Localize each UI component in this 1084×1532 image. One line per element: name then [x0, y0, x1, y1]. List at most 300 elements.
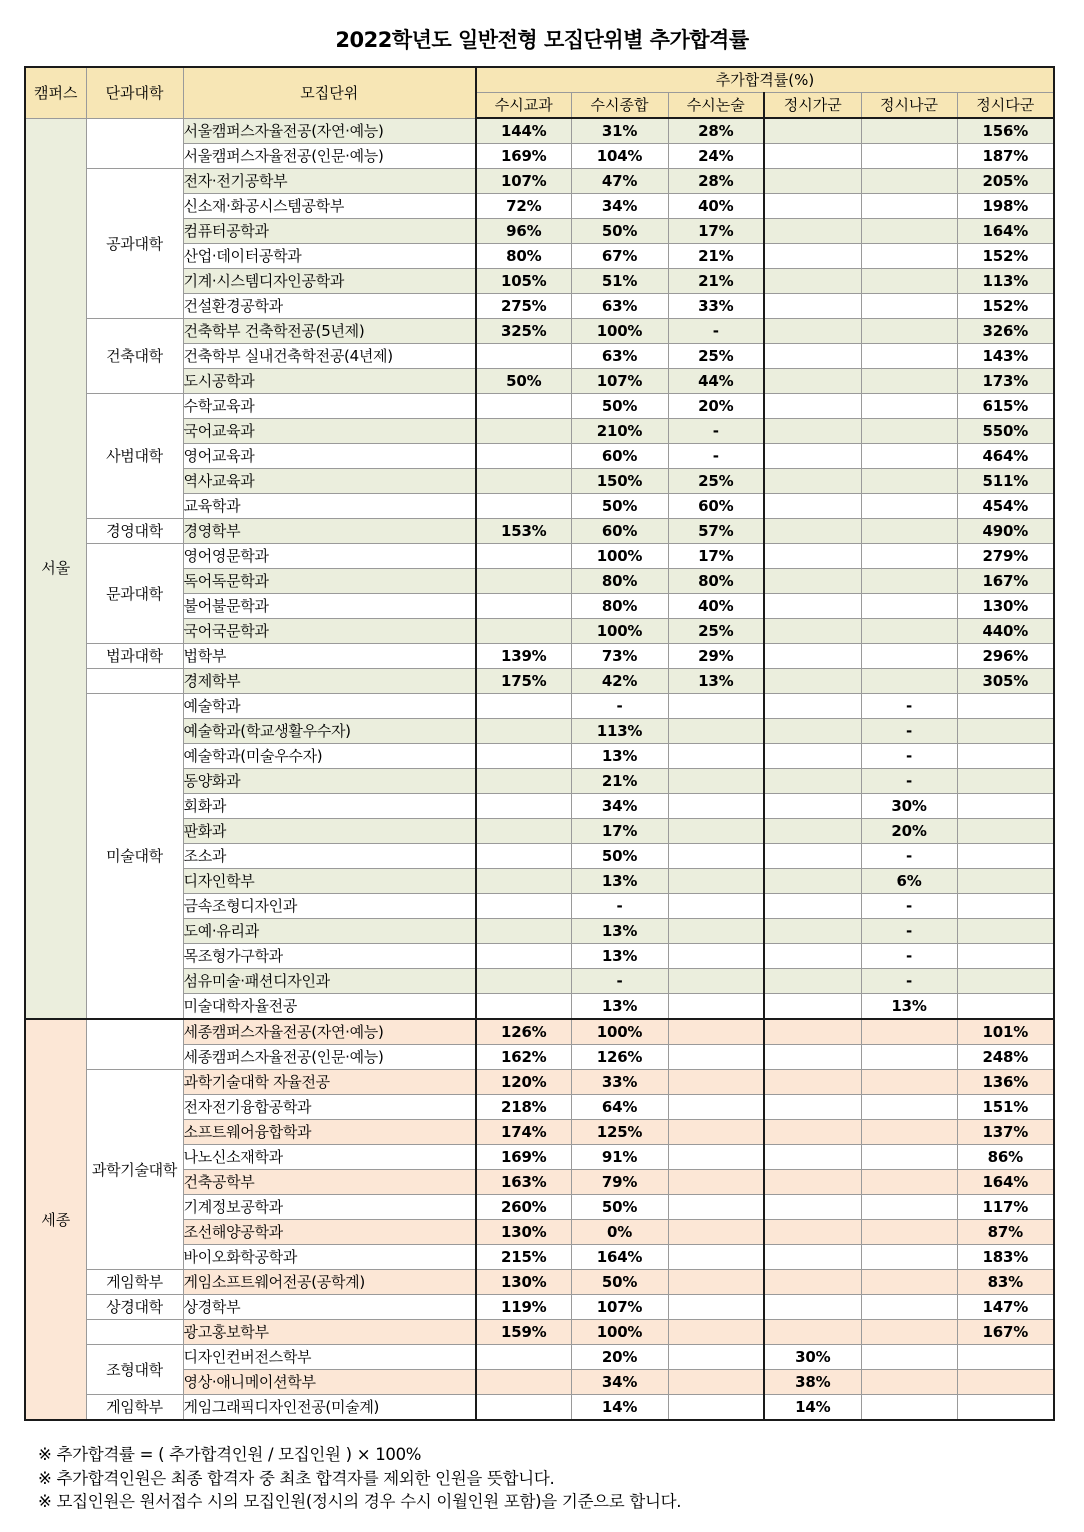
table-body [25, 118, 1054, 1420]
page-title: 2022학년도 일반전형 모집단위별 추가합격률 [335, 28, 749, 52]
unit-cell: 바이오화학공학과 [183, 1245, 476, 1270]
rate-cell-susi-jonghap: - [571, 969, 668, 994]
rate-cell-susi-nonsul [668, 1095, 764, 1120]
unit-cell: 조선해양공학과 [183, 1220, 476, 1245]
rate-cell-susi-nonsul [668, 1170, 764, 1195]
rate-cell-susi-nonsul [668, 1345, 764, 1370]
rate-cell-susi-jonghap: 50% [571, 494, 668, 519]
college-cell: 건축대학 [86, 319, 183, 394]
rate-cell-susi-jonghap: - [571, 894, 668, 919]
rate-cell-jeongsi-da [957, 769, 1054, 794]
table-row [25, 644, 1054, 669]
rate-cell-susi-gyogwa [476, 844, 571, 869]
rate-cell-susi-nonsul: 24% [668, 144, 764, 169]
rate-cell-susi-gyogwa [476, 494, 571, 519]
rate-cell-jeongsi-ga [764, 1320, 861, 1345]
unit-cell: 컴퓨터공학과 [183, 219, 476, 244]
rate-cell-susi-nonsul [668, 1195, 764, 1220]
header-jeongsi-ga: 정시가군 [764, 93, 861, 119]
rate-cell-jeongsi-ga [764, 994, 861, 1020]
rate-cell-jeongsi-ga: 30% [764, 1345, 861, 1370]
rate-cell-jeongsi-da: 440% [957, 619, 1054, 644]
rate-cell-jeongsi-da [957, 794, 1054, 819]
rate-cell-susi-jonghap: 14% [571, 1395, 668, 1421]
unit-cell: 나노신소재학과 [183, 1145, 476, 1170]
rate-cell-susi-jonghap: 50% [571, 844, 668, 869]
rate-cell-susi-jonghap: 47% [571, 169, 668, 194]
rate-cell-jeongsi-da [957, 1345, 1054, 1370]
rate-cell-jeongsi-na [861, 344, 957, 369]
rate-cell-jeongsi-na: - [861, 969, 957, 994]
rate-cell-susi-nonsul: 17% [668, 544, 764, 569]
rate-cell-jeongsi-da [957, 844, 1054, 869]
rate-cell-jeongsi-ga [764, 1195, 861, 1220]
rate-cell-susi-nonsul [668, 1370, 764, 1395]
unit-cell: 게임소프트웨어전공(공학계) [183, 1270, 476, 1295]
campus-cell: 세종 [25, 1019, 86, 1420]
rate-cell-jeongsi-da: 156% [957, 118, 1054, 144]
rate-cell-jeongsi-ga [764, 744, 861, 769]
rate-cell-susi-jonghap: 100% [571, 619, 668, 644]
rate-cell-susi-gyogwa: 175% [476, 669, 571, 694]
rate-cell-susi-gyogwa [476, 1395, 571, 1421]
rate-cell-jeongsi-na [861, 569, 957, 594]
rate-cell-susi-gyogwa: 162% [476, 1045, 571, 1070]
rate-cell-susi-jonghap: 63% [571, 294, 668, 319]
rate-cell-susi-gyogwa: 119% [476, 1295, 571, 1320]
rate-cell-susi-gyogwa [476, 569, 571, 594]
rate-cell-susi-jonghap: 20% [571, 1345, 668, 1370]
rate-cell-jeongsi-da [957, 1370, 1054, 1395]
rate-cell-susi-gyogwa [476, 969, 571, 994]
rate-cell-jeongsi-na [861, 1270, 957, 1295]
rate-cell-jeongsi-da: 83% [957, 1270, 1054, 1295]
rate-cell-susi-nonsul: - [668, 419, 764, 444]
rate-cell-jeongsi-na [861, 269, 957, 294]
table-row [25, 1070, 1054, 1095]
rate-cell-jeongsi-ga [764, 344, 861, 369]
unit-cell: 과학기술대학 자율전공 [183, 1070, 476, 1095]
rate-cell-jeongsi-na [861, 144, 957, 169]
rate-cell-jeongsi-na [861, 319, 957, 344]
rate-cell-jeongsi-na: 6% [861, 869, 957, 894]
rate-cell-jeongsi-da: 454% [957, 494, 1054, 519]
table-row [25, 544, 1054, 569]
rate-cell-jeongsi-da: 279% [957, 544, 1054, 569]
rate-cell-susi-jonghap: 34% [571, 1370, 668, 1395]
rate-cell-jeongsi-na: 30% [861, 794, 957, 819]
rate-cell-susi-jonghap: 80% [571, 594, 668, 619]
rate-cell-susi-jonghap: 13% [571, 744, 668, 769]
unit-cell: 신소재·화공시스템공학부 [183, 194, 476, 219]
unit-cell: 디자인학부 [183, 869, 476, 894]
rate-cell-susi-gyogwa [476, 794, 571, 819]
unit-cell: 불어불문학과 [183, 594, 476, 619]
footnotes [38, 1443, 681, 1514]
rate-cell-susi-nonsul: 25% [668, 619, 764, 644]
rate-cell-jeongsi-da: 511% [957, 469, 1054, 494]
rate-cell-susi-jonghap: 100% [571, 1019, 668, 1045]
rate-cell-jeongsi-da [957, 919, 1054, 944]
unit-cell: 수학교육과 [183, 394, 476, 419]
rate-cell-susi-nonsul [668, 1320, 764, 1345]
rate-cell-jeongsi-ga: 38% [764, 1370, 861, 1395]
unit-cell: 섬유미술·패션디자인과 [183, 969, 476, 994]
unit-cell: 국어국문학과 [183, 619, 476, 644]
rate-cell-susi-nonsul: - [668, 444, 764, 469]
rate-cell-susi-gyogwa [476, 469, 571, 494]
unit-cell: 세종캠퍼스자율전공(자연·예능) [183, 1019, 476, 1045]
unit-cell: 미술대학자율전공 [183, 994, 476, 1020]
rate-cell-jeongsi-na [861, 644, 957, 669]
rate-cell-susi-jonghap: 42% [571, 669, 668, 694]
rate-cell-susi-gyogwa: 130% [476, 1220, 571, 1245]
rate-cell-jeongsi-ga [764, 719, 861, 744]
rate-cell-jeongsi-da [957, 744, 1054, 769]
rate-cell-susi-gyogwa [476, 744, 571, 769]
unit-cell: 교육학과 [183, 494, 476, 519]
rate-cell-susi-gyogwa: 130% [476, 1270, 571, 1295]
rate-cell-susi-nonsul: 40% [668, 194, 764, 219]
college-cell [86, 1320, 183, 1345]
rate-cell-jeongsi-na [861, 194, 957, 219]
rate-cell-susi-jonghap: 164% [571, 1245, 668, 1270]
rate-cell-susi-jonghap: 13% [571, 919, 668, 944]
rate-cell-jeongsi-ga [764, 194, 861, 219]
rate-cell-jeongsi-na [861, 1245, 957, 1270]
unit-cell: 영어영문학과 [183, 544, 476, 569]
rate-cell-susi-jonghap: 91% [571, 1145, 668, 1170]
unit-cell: 산업·데이터공학과 [183, 244, 476, 269]
rate-cell-jeongsi-ga [764, 1145, 861, 1170]
college-cell: 미술대학 [86, 694, 183, 1020]
unit-cell: 경영학부 [183, 519, 476, 544]
college-cell: 상경대학 [86, 1295, 183, 1320]
unit-cell: 서울캠퍼스자율전공(자연·예능) [183, 118, 476, 144]
table-row [25, 669, 1054, 694]
rate-cell-susi-jonghap: - [571, 694, 668, 719]
header-campus: 캠퍼스 [25, 67, 86, 118]
rate-cell-jeongsi-na [861, 1145, 957, 1170]
rate-cell-susi-gyogwa [476, 819, 571, 844]
rate-cell-susi-jonghap: 67% [571, 244, 668, 269]
rate-cell-susi-gyogwa [476, 919, 571, 944]
rate-cell-jeongsi-da: 152% [957, 294, 1054, 319]
rate-cell-susi-nonsul [668, 894, 764, 919]
unit-cell: 서울캠퍼스자율전공(인문·예능) [183, 144, 476, 169]
rate-cell-jeongsi-ga [764, 1295, 861, 1320]
rate-cell-susi-jonghap: 63% [571, 344, 668, 369]
rate-cell-susi-gyogwa [476, 419, 571, 444]
rate-cell-susi-jonghap: 210% [571, 419, 668, 444]
unit-cell: 금속조형디자인과 [183, 894, 476, 919]
rate-cell-susi-nonsul [668, 1220, 764, 1245]
unit-cell: 독어독문학과 [183, 569, 476, 594]
unit-cell: 조소과 [183, 844, 476, 869]
rate-cell-susi-gyogwa [476, 1345, 571, 1370]
rate-cell-susi-gyogwa [476, 344, 571, 369]
rate-cell-jeongsi-ga [764, 894, 861, 919]
rate-cell-jeongsi-na: - [861, 844, 957, 869]
rate-cell-jeongsi-ga [764, 319, 861, 344]
rate-cell-susi-jonghap: 80% [571, 569, 668, 594]
rate-cell-jeongsi-na [861, 369, 957, 394]
rate-cell-susi-nonsul: 13% [668, 669, 764, 694]
table-row [25, 694, 1054, 719]
admission-rate-table [24, 66, 1055, 1421]
rate-cell-jeongsi-ga [764, 444, 861, 469]
rate-cell-susi-gyogwa [476, 619, 571, 644]
rate-cell-jeongsi-ga [764, 919, 861, 944]
rate-cell-susi-gyogwa [476, 594, 571, 619]
rate-cell-susi-nonsul [668, 1070, 764, 1095]
footnote-basis: ※ 모집인원은 원서접수 시의 모집인원(정시의 경우 수시 이월인원 포함)을 기준으로 합니다. [38, 1492, 682, 1511]
rate-cell-jeongsi-na: - [861, 894, 957, 919]
unit-cell: 기계정보공학과 [183, 1195, 476, 1220]
rate-cell-jeongsi-da: 326% [957, 319, 1054, 344]
unit-cell: 건축공학부 [183, 1170, 476, 1195]
college-cell: 과학기술대학 [86, 1070, 183, 1270]
unit-cell: 경제학부 [183, 669, 476, 694]
rate-cell-susi-jonghap: 100% [571, 544, 668, 569]
unit-cell: 목조형가구학과 [183, 944, 476, 969]
rate-cell-jeongsi-ga: 14% [764, 1395, 861, 1421]
table-row [25, 1270, 1054, 1295]
rate-cell-susi-jonghap: 64% [571, 1095, 668, 1120]
rate-cell-susi-jonghap: 17% [571, 819, 668, 844]
rate-cell-jeongsi-da: 198% [957, 194, 1054, 219]
rate-cell-jeongsi-ga [764, 1170, 861, 1195]
rate-cell-jeongsi-na [861, 1019, 957, 1045]
unit-cell: 도시공학과 [183, 369, 476, 394]
college-cell: 게임학부 [86, 1395, 183, 1421]
rate-cell-susi-nonsul [668, 694, 764, 719]
table-row [25, 519, 1054, 544]
table-row [25, 1320, 1054, 1345]
rate-cell-jeongsi-ga [764, 1045, 861, 1070]
rate-cell-jeongsi-da [957, 1395, 1054, 1421]
rate-cell-susi-gyogwa [476, 994, 571, 1020]
rate-cell-susi-jonghap: 21% [571, 769, 668, 794]
rate-cell-susi-gyogwa: 159% [476, 1320, 571, 1345]
rate-cell-susi-nonsul: 29% [668, 644, 764, 669]
rate-cell-susi-nonsul: 44% [668, 369, 764, 394]
rate-cell-jeongsi-da: 164% [957, 219, 1054, 244]
college-cell: 경영대학 [86, 519, 183, 544]
rate-cell-susi-nonsul [668, 819, 764, 844]
table-row [25, 319, 1054, 344]
rate-cell-jeongsi-da: 167% [957, 569, 1054, 594]
rate-cell-susi-jonghap: 125% [571, 1120, 668, 1145]
unit-cell: 건축학부 실내건축학전공(4년제) [183, 344, 476, 369]
rate-cell-susi-gyogwa: 144% [476, 118, 571, 144]
unit-cell: 건설환경공학과 [183, 294, 476, 319]
rate-cell-jeongsi-ga [764, 144, 861, 169]
unit-cell: 법학부 [183, 644, 476, 669]
rate-cell-susi-jonghap: 34% [571, 194, 668, 219]
rate-cell-jeongsi-na [861, 1220, 957, 1245]
unit-cell: 전자전기융합공학과 [183, 1095, 476, 1120]
rate-cell-susi-jonghap: 13% [571, 869, 668, 894]
college-cell: 게임학부 [86, 1270, 183, 1295]
rate-cell-susi-nonsul [668, 1245, 764, 1270]
rate-cell-jeongsi-ga [764, 494, 861, 519]
rate-cell-jeongsi-na [861, 519, 957, 544]
rate-cell-jeongsi-da: 87% [957, 1220, 1054, 1245]
rate-cell-jeongsi-da: 86% [957, 1145, 1054, 1170]
header-jeongsi-da: 정시다군 [957, 93, 1054, 119]
rate-cell-jeongsi-na: - [861, 719, 957, 744]
college-cell: 사범대학 [86, 394, 183, 519]
rate-cell-jeongsi-na [861, 669, 957, 694]
rate-cell-jeongsi-da: 248% [957, 1045, 1054, 1070]
rate-cell-jeongsi-da: 187% [957, 144, 1054, 169]
rate-cell-susi-jonghap: 150% [571, 469, 668, 494]
rate-cell-jeongsi-na [861, 544, 957, 569]
unit-cell: 영상·애니메이션학부 [183, 1370, 476, 1395]
rate-cell-susi-gyogwa [476, 719, 571, 744]
rate-cell-susi-jonghap: 50% [571, 394, 668, 419]
rate-cell-susi-gyogwa: 96% [476, 219, 571, 244]
rate-cell-jeongsi-na [861, 169, 957, 194]
rate-cell-susi-nonsul: 80% [668, 569, 764, 594]
rate-cell-jeongsi-da: 130% [957, 594, 1054, 619]
rate-cell-jeongsi-ga [764, 1070, 861, 1095]
header-susi-jonghap: 수시종합 [571, 93, 668, 119]
rate-cell-jeongsi-da: 113% [957, 269, 1054, 294]
rate-cell-susi-nonsul: 33% [668, 294, 764, 319]
rate-cell-jeongsi-na [861, 594, 957, 619]
rate-cell-jeongsi-na [861, 1320, 957, 1345]
rate-cell-jeongsi-ga [764, 694, 861, 719]
rate-cell-jeongsi-na [861, 1170, 957, 1195]
unit-cell: 전자·전기공학부 [183, 169, 476, 194]
unit-cell: 동양화과 [183, 769, 476, 794]
rate-cell-susi-gyogwa [476, 444, 571, 469]
rate-cell-jeongsi-ga [764, 1245, 861, 1270]
rate-cell-jeongsi-na [861, 294, 957, 319]
rate-cell-susi-nonsul: 17% [668, 219, 764, 244]
rate-cell-susi-nonsul: - [668, 319, 764, 344]
rate-cell-jeongsi-na [861, 419, 957, 444]
rate-cell-susi-gyogwa: 126% [476, 1019, 571, 1045]
rate-cell-jeongsi-ga [764, 1220, 861, 1245]
rate-cell-susi-gyogwa: 169% [476, 1145, 571, 1170]
rate-cell-jeongsi-ga [764, 794, 861, 819]
rate-cell-susi-nonsul [668, 944, 764, 969]
unit-cell: 판화과 [183, 819, 476, 844]
rate-cell-susi-gyogwa: 139% [476, 644, 571, 669]
rate-cell-jeongsi-da [957, 719, 1054, 744]
header-unit: 모집단위 [183, 67, 476, 118]
rate-cell-susi-gyogwa: 275% [476, 294, 571, 319]
rate-cell-susi-nonsul [668, 1395, 764, 1421]
rate-cell-susi-gyogwa [476, 544, 571, 569]
rate-cell-susi-nonsul: 40% [668, 594, 764, 619]
table-row [25, 1295, 1054, 1320]
rate-cell-jeongsi-na [861, 244, 957, 269]
rate-cell-susi-jonghap: 107% [571, 1295, 668, 1320]
rate-cell-susi-nonsul [668, 1045, 764, 1070]
rate-cell-susi-jonghap: 0% [571, 1220, 668, 1245]
rate-cell-jeongsi-ga [764, 1095, 861, 1120]
footnote-formula: ※ 추가합격률 = ( 추가합격인원 / 모집인원 ) × 100% [38, 1445, 422, 1464]
unit-cell: 회화과 [183, 794, 476, 819]
header-susi-nonsul: 수시논술 [668, 93, 764, 119]
rate-cell-susi-nonsul [668, 994, 764, 1020]
rate-cell-susi-jonghap: 33% [571, 1070, 668, 1095]
rate-cell-susi-gyogwa: 107% [476, 169, 571, 194]
rate-cell-susi-gyogwa: 50% [476, 369, 571, 394]
rate-cell-susi-jonghap: 100% [571, 319, 668, 344]
header-college: 단과대학 [86, 67, 183, 118]
unit-cell: 게임그래픽디자인전공(미술계) [183, 1395, 476, 1421]
rate-cell-susi-nonsul: 21% [668, 244, 764, 269]
rate-cell-susi-jonghap: 13% [571, 944, 668, 969]
rate-cell-jeongsi-na [861, 1095, 957, 1120]
rate-cell-jeongsi-ga [764, 419, 861, 444]
rate-cell-jeongsi-ga [764, 469, 861, 494]
table-row [25, 394, 1054, 419]
rate-cell-susi-nonsul: 28% [668, 169, 764, 194]
rate-cell-jeongsi-ga [764, 394, 861, 419]
rate-cell-susi-gyogwa: 163% [476, 1170, 571, 1195]
rate-cell-jeongsi-da: 615% [957, 394, 1054, 419]
rate-cell-jeongsi-ga [764, 118, 861, 144]
rate-cell-susi-nonsul: 25% [668, 469, 764, 494]
rate-cell-jeongsi-da [957, 894, 1054, 919]
rate-cell-jeongsi-ga [764, 219, 861, 244]
college-cell [86, 1019, 183, 1070]
table-row [25, 1019, 1054, 1045]
rate-cell-susi-jonghap: 126% [571, 1045, 668, 1070]
rate-cell-susi-gyogwa: 325% [476, 319, 571, 344]
rate-cell-susi-nonsul [668, 969, 764, 994]
footnote-definition: ※ 추가합격인원은 최종 합격자 중 최초 합격자를 제외한 인원을 뜻합니다. [38, 1468, 555, 1488]
rate-cell-susi-nonsul: 21% [668, 269, 764, 294]
rate-cell-jeongsi-da [957, 969, 1054, 994]
rate-cell-jeongsi-na [861, 1045, 957, 1070]
rate-cell-susi-jonghap: 13% [571, 994, 668, 1020]
rate-cell-susi-jonghap: 73% [571, 644, 668, 669]
unit-cell: 영어교육과 [183, 444, 476, 469]
rate-cell-susi-nonsul: 25% [668, 344, 764, 369]
rate-cell-jeongsi-da: 183% [957, 1245, 1054, 1270]
rate-cell-jeongsi-na: - [861, 919, 957, 944]
unit-cell: 국어교육과 [183, 419, 476, 444]
rate-cell-susi-jonghap: 113% [571, 719, 668, 744]
rate-cell-jeongsi-ga [764, 269, 861, 294]
college-cell [86, 669, 183, 694]
rate-cell-jeongsi-na [861, 118, 957, 144]
unit-cell: 디자인컨버전스학부 [183, 1345, 476, 1370]
rate-cell-susi-jonghap: 60% [571, 444, 668, 469]
rate-cell-susi-gyogwa: 72% [476, 194, 571, 219]
rate-cell-susi-nonsul [668, 844, 764, 869]
rate-cell-jeongsi-na: 20% [861, 819, 957, 844]
unit-cell: 도예·유리과 [183, 919, 476, 944]
rate-cell-jeongsi-ga [764, 244, 861, 269]
rate-cell-susi-nonsul [668, 1270, 764, 1295]
header-jeongsi-na: 정시나군 [861, 93, 957, 119]
rate-cell-jeongsi-da: 147% [957, 1295, 1054, 1320]
rate-cell-jeongsi-ga [764, 1019, 861, 1045]
rate-cell-susi-jonghap: 50% [571, 219, 668, 244]
rate-cell-jeongsi-da: 296% [957, 644, 1054, 669]
rate-cell-jeongsi-na [861, 394, 957, 419]
rate-cell-susi-gyogwa: 260% [476, 1195, 571, 1220]
header-susi-gyogwa: 수시교과 [476, 93, 571, 119]
